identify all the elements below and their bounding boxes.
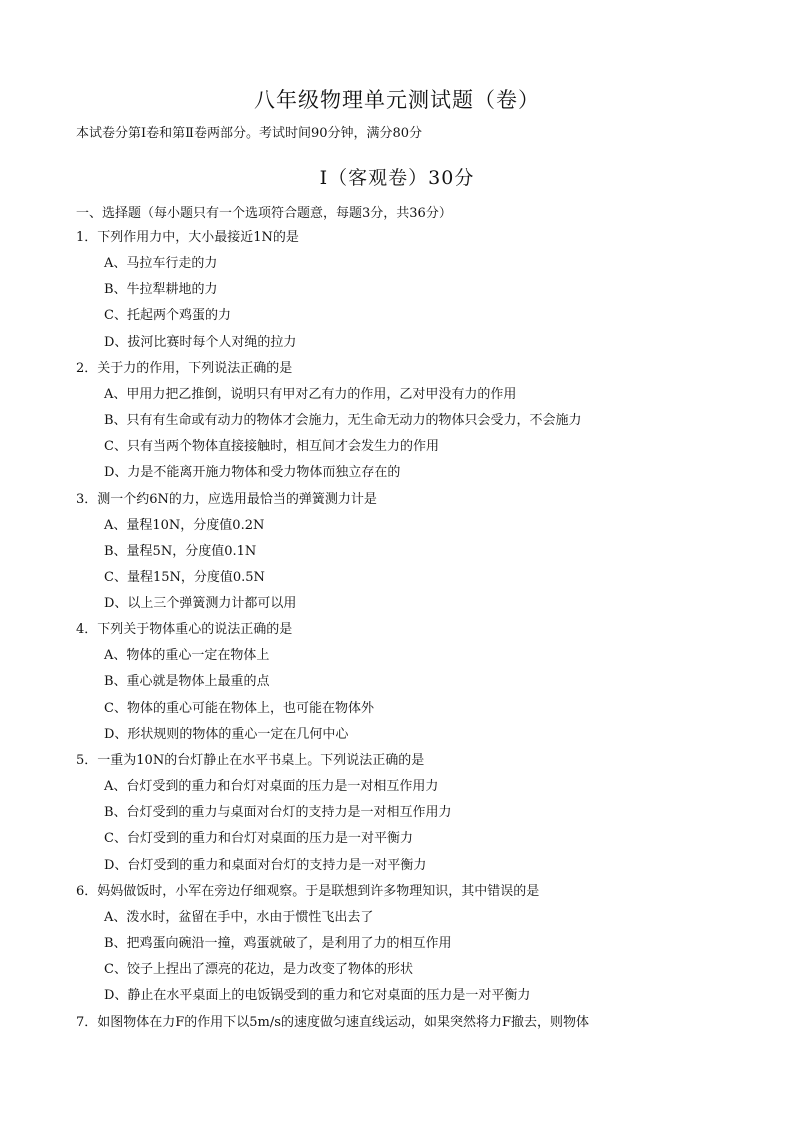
option-a: A、甲用力把乙推倒，说明只有甲对乙有力的作用，乙对甲没有力的作用 [104,386,517,402]
option-d: D、台灯受到的重力和桌面对台灯的支持力是一对平衡力 [104,857,427,873]
option-c: C、饺子上捏出了漂亮的花边，是力改变了物体的形状 [104,962,413,978]
question-stem: 1．下列作用力中，大小最接近1N的是 [76,230,299,245]
part-heading: 一、选择题（每小题只有一个选项符合题意，每题3分，共36分） [76,206,452,221]
option-b: B、台灯受到的重力与桌面对台灯的支持力是一对相互作用力 [104,805,452,821]
option-c: C、只有当两个物体直接接触时，相互间才会发生力的作用 [104,439,439,455]
option-b: B、只有有生命或有动力的物体才会施力，无生命无动力的物体只会受力，不会施力 [104,412,582,428]
page-title: 八年级物理单元测试题（卷） [254,88,540,112]
question-stem: 3．测一个约6N的力，应选用最恰当的弹簧测力计是 [76,491,377,507]
option-c: C、台灯受到的重力和台灯对桌面的压力是一对平衡力 [104,831,413,847]
question-1 [76,225,736,356]
exam-intro: 本试卷分第Ⅰ卷和第Ⅱ卷两部分。考试时间90分钟，满分80分 [76,126,423,141]
question-6 [76,879,736,1010]
section-title: Ⅰ（客观卷）30分 [319,167,475,189]
option-a: A、台灯受到的重力和台灯对桌面的压力是一对相互作用力 [104,779,439,794]
question-stem: 2．关于力的作用，下列说法正确的是 [76,360,293,376]
question-2 [76,356,736,487]
option-b: B、把鸡蛋向碗沿一撞，鸡蛋就破了，是利用了力的相互作用 [104,935,452,951]
option-d: D、以上三个弹簧测力计都可以用 [104,596,297,612]
option-b: B、牛拉犁耕地的力 [104,282,218,298]
option-b: B、量程5N，分度值0.1N [104,543,257,559]
option-a: A、量程10N，分度值0.2N [104,517,265,533]
question-5 [76,748,736,879]
question-stem: 7．如图物体在力F的作用下以5m/s的速度做匀速直线运动，如果突然将力F撤去，则物体 [76,1014,589,1030]
option-d: D、力是不能离开施力物体和受力物体而独立存在的 [104,465,401,481]
question-7 [76,1010,736,1036]
option-a: A、物体的重心一定在物体上 [104,648,270,664]
option-c: C、托起两个鸡蛋的力 [104,308,231,324]
question-3 [76,487,736,618]
question-4 [76,617,736,748]
question-stem: 4．下列关于物体重心的说法正确的是 [76,622,293,638]
option-d: D、拔河比赛时每个人对绳的拉力 [104,334,297,350]
option-d: D、静止在水平桌面上的电饭锅受到的重力和它对桌面的压力是一对平衡力 [104,988,531,1004]
option-d: D、形状规则的物体的重心一定在几何中心 [104,726,349,742]
option-b: B、重心就是物体上最重的点 [104,674,270,690]
question-stem: 5．一重为10N的台灯静止在水平书桌上。下列说法正确的是 [76,753,425,768]
question-stem: 6．妈妈做饭时，小军在旁边仔细观察。于是联想到许多物理知识，其中错误的是 [76,883,540,899]
option-a: A、泼水时，盆留在手中，水由于惯性飞出去了 [104,909,374,925]
option-c: C、物体的重心可能在物体上，也可能在物体外 [104,700,374,716]
question-list [76,225,736,1036]
option-c: C、量程15N，分度值0.5N [104,569,265,585]
option-a: A、马拉车行走的力 [104,256,218,271]
